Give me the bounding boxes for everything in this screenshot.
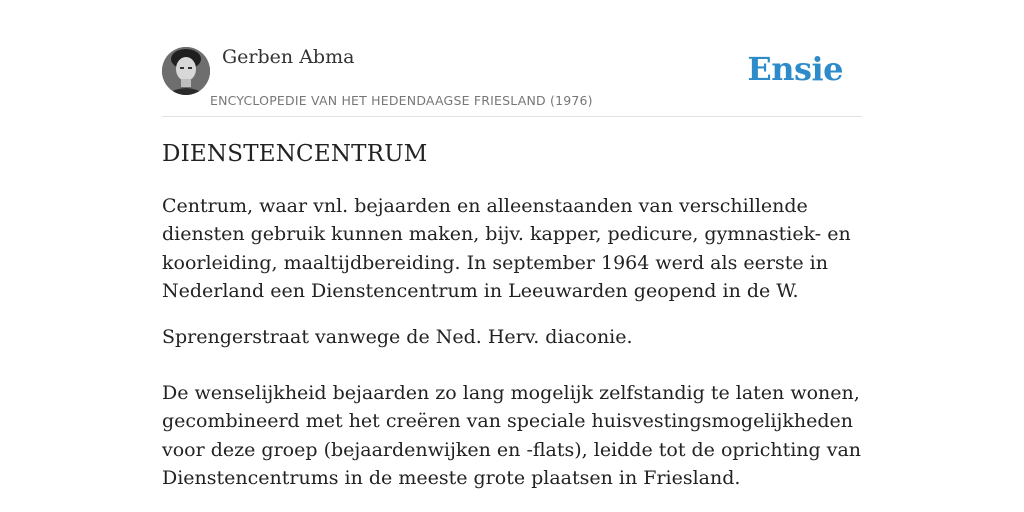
- author-name[interactable]: Gerben Abma: [222, 46, 355, 68]
- article-header: [162, 0, 862, 117]
- avatar[interactable]: [162, 47, 210, 95]
- article-card: [162, 0, 862, 489]
- article-paragraph-3: De wenselijkheid bejaarden zo lang mogelijk zelfstandig te laten wonen, gecombineerd met het creëren van speciale huisvestingsmogelijkheden voor deze groep (bejaardenwijken en -flats), leidde tot de oprichting van Dienstencentrums in de meeste grote plaatsen in Friesland.: [162, 382, 862, 489]
- author-portrait-icon: [162, 47, 210, 95]
- brand-logo[interactable]: Ensie: [747, 50, 843, 88]
- source-title[interactable]: ENCYCLOPEDIE VAN HET HEDENDAAGSE FRIESLAND (1976): [210, 93, 593, 108]
- page-title: DIENSTENCENTRUM: [162, 141, 428, 167]
- article-paragraph-1: Centrum, waar vnl. bejaarden en alleenstaanden van verschillende diensten gebruik kunnen maken, bijv. kapper, pedicure, gymnastiek- en koorleiding, maaltijdbereiding. In september 1964 werd als eerste in Nederland een Dienstencentrum in Leeuwarden geopend in de W.: [162, 195, 851, 302]
- article-paragraph-2: Sprengerstraat vanwege de Ned. Herv. diaconie.: [162, 326, 633, 348]
